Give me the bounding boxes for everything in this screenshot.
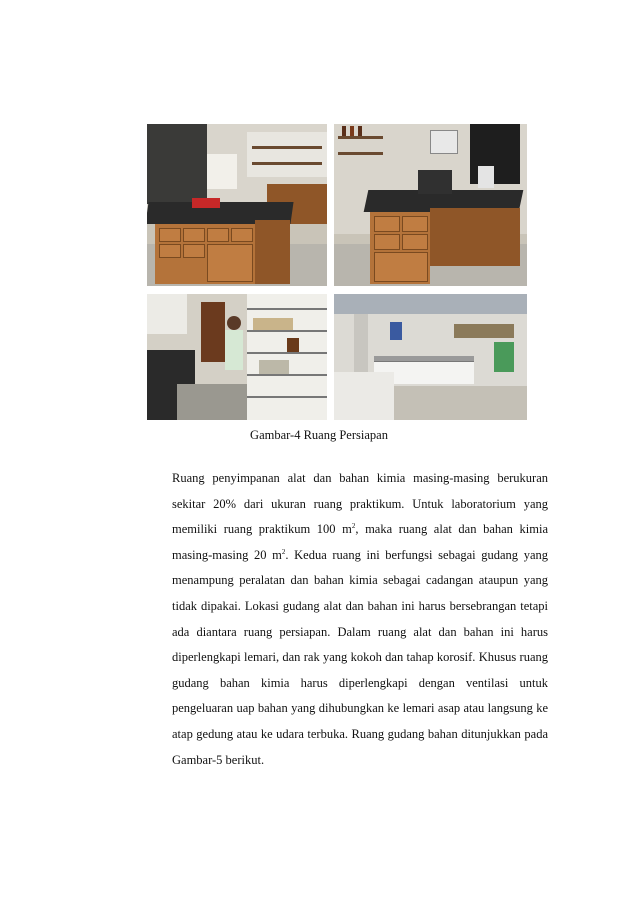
figure-photo-grid — [147, 124, 527, 420]
paragraph-text-1: Ruang penyimpanan alat dan bahan kimia masing-masing berukuran sekitar 20% dari ukuran ruang praktikum. Untuk laboratorium yang memiliki ruang praktikum 100 m — [172, 471, 548, 537]
superscript-2: 2 — [351, 522, 356, 531]
lab-island-bench-photo — [147, 124, 327, 286]
lab-island-computer-photo — [334, 124, 527, 286]
figure-caption: Gambar-4 Ruang Persiapan — [250, 428, 388, 442]
superscript-2: 2 — [281, 547, 286, 556]
paragraph-text-3: . Kedua ruang ini berfungsi sebagai gudang yang menampung peralatan dan bahan kimia sebagai cadangan ataupun yang tidak dipakai. Lokasi gudang alat dan bahan ini harus bersebrangan tetapi ada diantara ruang persiapan. Dalam ruang alat dan bahan ini harus diperlengkapi lemari, dan rak yang kokoh dan tahap korosif. Khusus ruang gudang bahan kimia harus diperlengkapi dengan ventilasi untuk pengeluaran uap bahan yang dihubungkan ke lemari asap atau langsung ke atap gedung atau ke udara terbuka. Ruang gudang bahan ditunjukkan pada Gambar-5 berikut. — [172, 547, 548, 767]
storage-shelves-photo — [147, 294, 327, 420]
paragraph-text-2: , maka ruang alat dan bahan kimia masing-masing 20 m — [172, 522, 548, 562]
body-paragraph — [172, 466, 548, 773]
lab-wall-counters-photo — [334, 294, 527, 420]
